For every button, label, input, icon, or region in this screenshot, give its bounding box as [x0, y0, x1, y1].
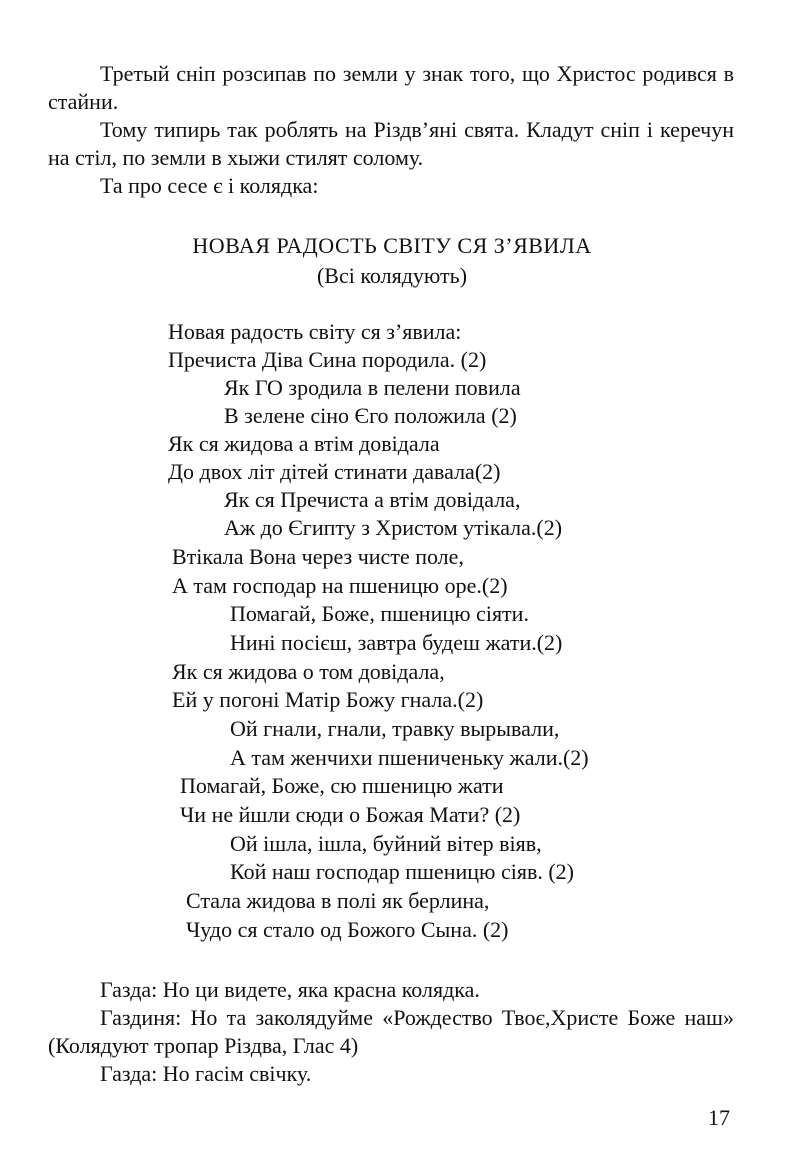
verse-line: Чи не йшли сюди о Божая Мати? (2): [180, 802, 521, 827]
verse-line: В зелене сіно Єго положила (2): [224, 403, 517, 428]
verse-line: Чудо ся стало од Божого Сына. (2): [186, 917, 509, 942]
verse-line: А там женчихи пшениченьку жали.(2): [230, 745, 589, 770]
verse-line: Як ся жидова о том довідала,: [172, 659, 445, 684]
intro-paragraph-2: Тому типирь так роблять на Рiздв’яні свята. Кладут сніп і керечун на стіл, по земли в хыжи стилят солому.: [48, 117, 734, 170]
verse-line: Стала жидова в полі як берлина,: [186, 888, 490, 913]
outro-paragraph-2: Газдиня: Но та заколядуйме «Рождество Твоє,Христе Боже наш» (Колядуют тропар Різдва, Глас 4): [48, 1005, 734, 1058]
verse-line: Аж до Єгипту з Христом утікала.(2): [224, 515, 563, 540]
song-title: НОВАЯ РАДОСТЬ СВІТУ СЯ З’ЯВИЛА: [192, 233, 592, 258]
verse-line: Кой наш господар пшеницю сіяв. (2): [230, 859, 574, 884]
verse-line: Як ГО зродила в пелени повила: [224, 375, 521, 400]
song-subtitle: (Всі колядують): [316, 263, 468, 288]
outro-paragraph-3: Газда: Но гасім свічку.: [100, 1061, 312, 1086]
verse-line: Новая радость світу ся з’явила:: [168, 319, 462, 344]
verse-line: Помагай, Боже, сю пшеницю жати: [180, 773, 504, 798]
verse-line: Втікала Вона через чисте поле,: [172, 544, 464, 569]
outro-text: [48, 976, 734, 1088]
intro-paragraph-1: Третый сніп розсипав по земли у знак того, що Христос родився в стайни.: [48, 61, 734, 114]
verse-line: Ой гнали, гнали, травку вырывали,: [230, 716, 560, 741]
verse-line: Як ся жидова а втім довідала: [168, 431, 440, 456]
verse-line: Пречиста Діва Сина породила. (2): [168, 347, 487, 372]
verse-line: А там господар на пшеницю оре.(2): [172, 573, 508, 598]
intro-paragraph-3: Та про сесе є і колядка:: [100, 173, 319, 198]
outro-paragraph-1: Газда: Но ци видете, яка красна колядка.: [100, 977, 480, 1002]
page-number: 17: [708, 1105, 730, 1130]
verse-line: Ей у погоні Матір Божу гнала.(2): [172, 687, 484, 712]
intro-text: [48, 60, 734, 200]
verse-line: Нині посієш, завтра будеш жати.(2): [230, 630, 563, 655]
verse-line: Помагай, Боже, пшеницю сіяти.: [230, 601, 529, 626]
verse-line: Як ся Пречиста а втім довідала,: [224, 487, 521, 512]
verse-line: До двох літ дітей стинати давала(2): [168, 459, 501, 484]
verse-line: Ой ішла, ішла, буйний вітер віяв,: [230, 831, 542, 856]
